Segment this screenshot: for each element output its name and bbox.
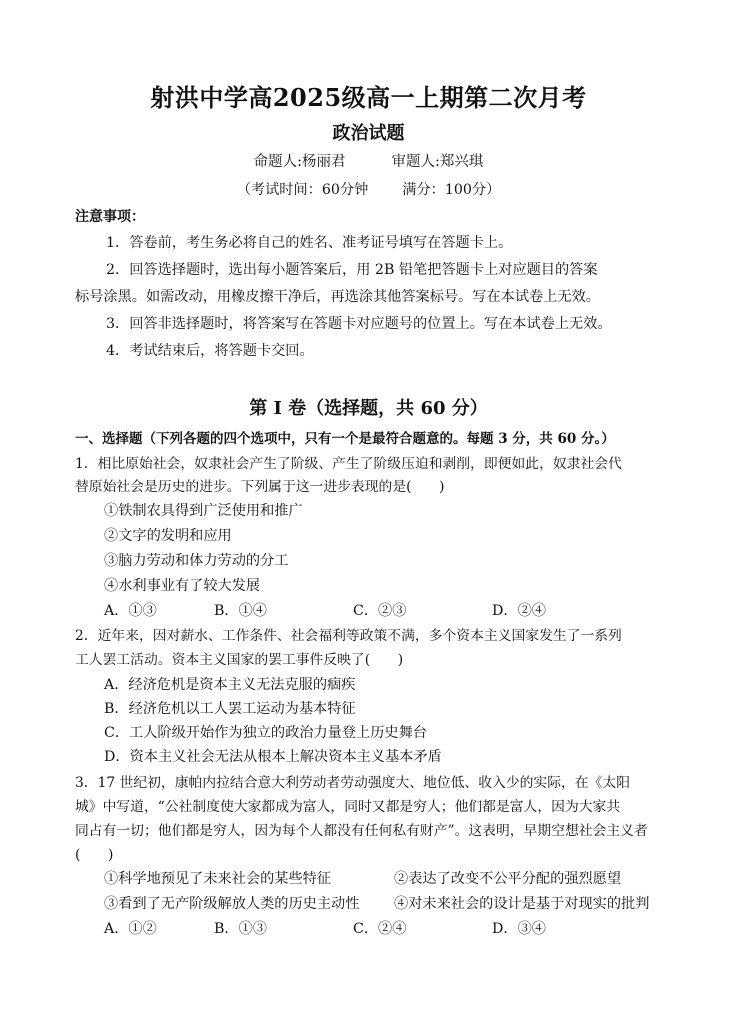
q3-choice-b: B．①③	[214, 921, 267, 937]
author-line	[0, 152, 737, 172]
q2-choice-a: A．经济危机是资本主义无法克服的痼疾	[104, 677, 356, 693]
notice-item: 2．回答选择题时，选出每小题答案后，用 2B 铅笔把答题卡上对应题目的答案	[106, 262, 598, 278]
q2-stem: 工人罢工活动。资本主义国家的罢工事件反映了( )	[75, 652, 404, 668]
q1-item: ①铁制农具得到广泛使用和推广	[104, 503, 303, 519]
q1-choice-c: C．②③	[353, 603, 407, 619]
q2-stem: 2．近年来，因对薪水、工作条件、社会福利等政策不满，多个资本主义国家发生了一系列	[75, 628, 622, 644]
exam-title: 射洪中学高2025级高一上期第二次月考	[150, 83, 587, 112]
q1-choice-d: D．②④	[492, 603, 546, 619]
q3-stem: 城》中写道，“公社制度使大家都成为富人，同时又都是穷人；他们都是富人，因为大家共	[75, 799, 621, 815]
full-score: 满分：100分）	[402, 182, 501, 198]
q1-stem: 1．相比原始社会，奴隶社会产生了阶级、产生了阶级压迫和剥削，即便如此，奴隶社会代	[75, 456, 622, 472]
q2-choice-b: B．经济危机以工人罢工运动为基本特征	[104, 701, 356, 717]
q3-item: ④对未来社会的设计是基于对现实的批判	[394, 896, 650, 912]
q3-stem: 3．17 世纪初，康帕内拉结合意大利劳动者劳动强度大、地位低、收入少的实际，在《太阳	[75, 775, 630, 791]
q2-choice-c: C．工人阶级开始作为独立的政治力量登上历史舞台	[104, 725, 427, 741]
notice-item: 标号涂黑。如需改动，用橡皮擦干净后，再选涂其他答案标号。写在本试卷上无效。	[75, 289, 600, 305]
reviewer: 审题人:郑兴琪	[391, 154, 484, 170]
q1-item: ③脑力劳动和体力劳动的分工	[104, 553, 289, 569]
notice-item: 3．回答非选择题时，将答案写在答题卡对应题号的位置上。写在本试卷上无效。	[106, 316, 612, 332]
section-instruction: 一、选择题（下列各题的四个选项中，只有一个是最符合题意的。每题 3 分，共 60 分。）	[75, 431, 615, 447]
time-line	[0, 180, 737, 200]
q3-stem: 同占有一切；他们都是穷人，因为每个人都没有任何私有财产”。这表明，早期空想社会主义者	[75, 823, 648, 839]
exam-time: （考试时间：60分钟	[236, 182, 369, 198]
q3-item: ①科学地预见了未来社会的某些特征	[104, 871, 332, 887]
exam-subject: 政治试题	[332, 123, 405, 144]
notice-item: 4．考试结束后，将答题卡交回。	[106, 343, 314, 359]
q3-choice-d: D．③④	[492, 921, 546, 937]
q2-choice-d: D．资本主义社会无法从根本上解决资本主义基本矛盾	[104, 749, 442, 765]
q1-item: ②文字的发明和应用	[104, 528, 232, 544]
q1-choice-b: B．①④	[214, 603, 267, 619]
q1-choice-a: A．①③	[104, 603, 157, 619]
q3-item: ③看到了无产阶级解放人类的历史主动性	[104, 896, 360, 912]
q3-choice-a: A．①②	[104, 921, 157, 937]
section-title: 第 I 卷（选择题，共 60 分）	[249, 398, 488, 419]
q3-choice-c: C．②④	[353, 921, 407, 937]
notice-item: 1．答卷前，考生务必将自己的姓名、准考证号填写在答题卡上。	[106, 235, 513, 251]
q3-stem: ( )	[75, 847, 114, 863]
q1-stem: 替原始社会是历史的进步。下列属于这一进步表现的是( )	[75, 479, 445, 495]
setter: 命题人:杨丽君	[253, 154, 346, 170]
notice-heading: 注意事项：	[75, 209, 145, 225]
q1-item: ④水利事业有了较大发展	[104, 578, 261, 594]
q3-item: ②表达了改变不公平分配的强烈愿望	[394, 871, 622, 887]
